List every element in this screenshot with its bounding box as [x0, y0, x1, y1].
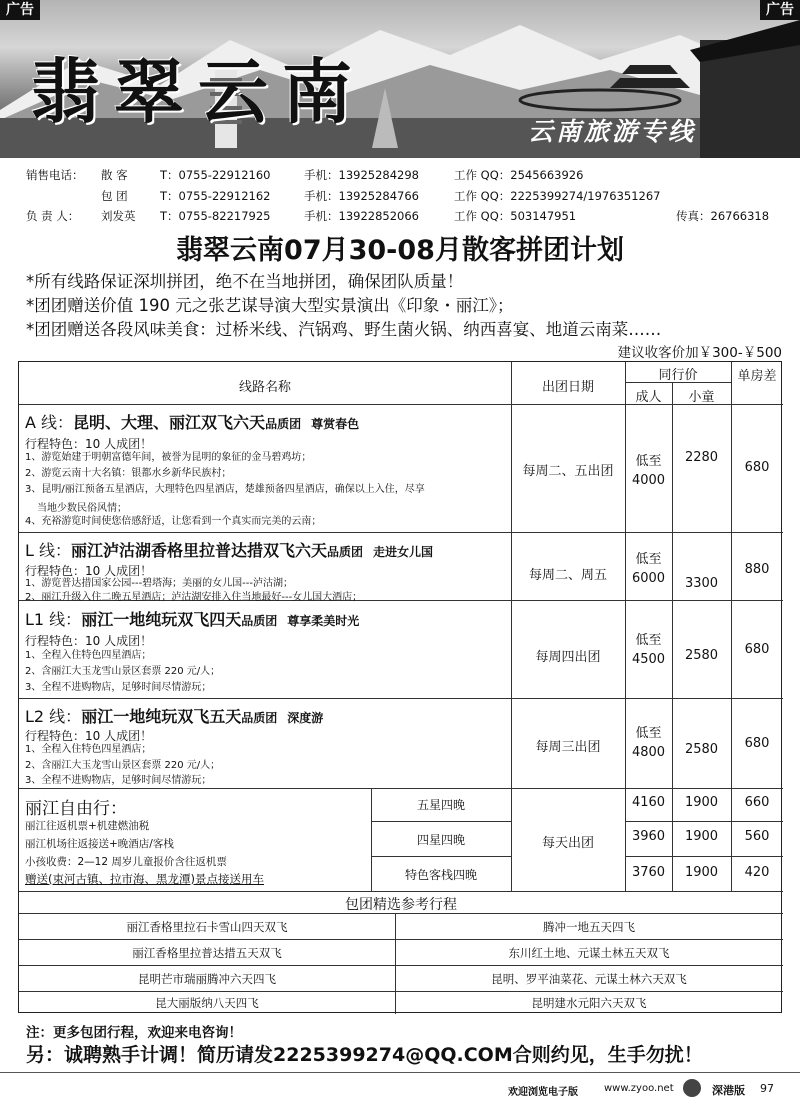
free-option-name: 五星四晚 [416, 798, 465, 812]
contact-mobile: 手机：13925284766 [304, 189, 419, 203]
package-item: 腾冲一地五天四飞 [543, 920, 635, 934]
free-travel-title: 丽江自由行： [25, 799, 127, 819]
route-l-date: 每周二、周五 [528, 568, 607, 583]
route-a-single: 680 [744, 460, 770, 475]
contact-mobile: 手机：13925284298 [304, 168, 419, 182]
contact-qq: 工作 QQ：2225399274/1976351267 [454, 189, 661, 203]
route-a-line: 当地少数民俗风情； [37, 503, 127, 514]
free-single: 560 [744, 829, 770, 844]
route-l1-date: 每周四出团 [535, 650, 601, 665]
bullet-2: *团团赠送价值 190 元之张艺谋导演大型实景演出《印象・丽江》； [26, 296, 514, 315]
footer-browse: 欢迎浏览电子版 [508, 1087, 578, 1098]
header-adult: 成人 [635, 390, 662, 405]
contact-tel: T：0755-82217925 [160, 209, 271, 223]
header-child: 小童 [688, 390, 715, 405]
header-route: 线路名称 [238, 380, 291, 395]
route-l2-feature: 行程特色：10 人成团！ [25, 729, 153, 743]
route-l2-date: 每周三出团 [535, 740, 601, 755]
route-a-line: 4、充裕游览时间使您倍感舒适，让您看到一个真实而完美的云南； [25, 516, 322, 527]
package-item: 昆明建水元阳六天双飞 [531, 996, 647, 1010]
package-item: 昆大丽版纳八天四飞 [155, 996, 259, 1010]
ad-label-right: 广告 [760, 0, 800, 20]
route-l-single: 880 [744, 562, 770, 577]
page-number: 97 [760, 1082, 774, 1095]
route-l2-child: 2580 [684, 742, 719, 757]
free-child: 1900 [684, 795, 719, 810]
route-a-feature: 行程特色：10 人成团！ [25, 437, 153, 451]
packages-title: 包团精选参考行程 [345, 897, 457, 913]
route-l1-line: 3、全程不进购物店，足够时间尽情游玩； [25, 682, 212, 693]
footer [0, 1072, 800, 1101]
route-l2-adult: 低至 4800 [631, 726, 666, 760]
route-l-feature: 行程特色：10 人成团！ [25, 564, 153, 578]
route-l2-line: 2、含丽江大玉龙雪山景区套票 220 元/人； [25, 760, 221, 771]
note-hiring: 另：诚聘熟手计调！简历请发2225399274@QQ.COM合则约见，生手勿扰！ [26, 1044, 703, 1066]
package-item: 东川红土地、元谋土林五天双飞 [508, 946, 670, 960]
contact-type: 刘发英 [101, 209, 136, 223]
contact-qq: 工作 QQ：2545663926 [454, 168, 584, 182]
free-single: 660 [744, 795, 770, 810]
bullet-3: *团团赠送各段风味美食：过桥米线、汽锅鸡、野生菌火锅、纳西喜宴、地道云南菜…… [26, 320, 662, 339]
free-option-name: 四星四晚 [416, 833, 465, 847]
header-single: 单房差 [737, 369, 777, 384]
route-l-line: 2、丽江升级入住二晚五星酒店；泸沽湖安排入住当地最好---女儿国大酒店； [25, 592, 363, 603]
page-headline: 翡翠云南07月30-08月散客拼团计划 [176, 235, 624, 266]
banner-subtitle: 云南旅游专线 [528, 117, 697, 146]
bullet-1: *所有线路保证深圳拼团，绝不在当地拼团，确保团队质量！ [26, 272, 464, 291]
route-l-adult: 低至 6000 [631, 552, 666, 586]
route-l-line: 1、游览普达措国家公园---碧塔海；美丽的女儿国---泸沽湖； [25, 578, 294, 589]
header-date: 出团日期 [541, 380, 594, 395]
sales-label: 销售电话： [26, 168, 84, 182]
free-travel-line: 赠送(束河古镇、拉市海、黑龙潭)景点接送用车 [25, 872, 264, 886]
footer-url[interactable]: www.zyoo.net [604, 1083, 674, 1094]
price-note: 建议收客价加￥300-￥500 [617, 345, 782, 361]
contact-tel: T：0755-22912162 [160, 189, 271, 203]
free-option-name: 特色客栈四晚 [404, 868, 477, 882]
contact-type: 包 团 [101, 189, 128, 203]
header-peer-price: 同行价 [658, 368, 698, 383]
free-travel-line: 小孩收费：2—12 周岁儿童报价含往返机票 [25, 856, 227, 868]
contact-qq: 工作 QQ：503147951 [454, 209, 577, 223]
contact-tel: T：0755-22912160 [160, 168, 271, 182]
free-travel-line: 丽江机场往返接送+晚酒店/客栈 [25, 838, 174, 850]
free-adult: 3760 [631, 865, 666, 880]
contact-mobile: 手机：13922852066 [304, 209, 419, 223]
route-a-date: 每周二、五出团 [522, 464, 614, 479]
route-l-title: L 线：丽江泸沽湖香格里拉普达措双飞六天品质团 走进女儿国 [25, 541, 434, 560]
route-a-adult: 低至 4000 [631, 454, 666, 488]
route-l-child: 3300 [684, 576, 719, 591]
route-l1-adult: 低至 4500 [631, 633, 666, 667]
magazine-logo-icon [683, 1079, 701, 1097]
route-l1-title: L1 线：丽江一地纯玩双飞四天品质团 尊享柔美时光 [25, 610, 360, 629]
route-l1-line: 1、全程入住特色四星酒店； [25, 650, 152, 661]
route-a-line: 1、游览始建于明朝富德年间，被誉为昆明的象征的金马碧鸡坊； [25, 452, 312, 463]
route-a-line: 2、游览云南十大名镇：银都水乡新华民族村； [25, 468, 232, 479]
route-l1-line: 2、含丽江大玉龙雪山景区套票 220 元/人； [25, 666, 221, 677]
package-item: 昆明芒市瑞丽腾冲六天四飞 [138, 972, 276, 986]
route-a-title: A 线：昆明、大理、丽江双飞六天品质团 尊赏春色 [25, 413, 360, 432]
route-l1-child: 2580 [684, 648, 719, 663]
package-item: 丽江香格里拉石卡雪山四天双飞 [126, 920, 288, 934]
package-item: 昆明、罗平油菜花、元谋土林六天双飞 [491, 972, 687, 986]
lead-label: 负 责 人： [26, 209, 80, 223]
contact-type: 散 客 [101, 168, 128, 182]
free-travel-line: 丽江往返机票+机建燃油税 [25, 820, 150, 832]
route-a-child: 2280 [684, 450, 719, 465]
banner-image [0, 0, 800, 158]
free-adult: 4160 [631, 795, 666, 810]
free-child: 1900 [684, 865, 719, 880]
banner-title: 翡翠云南 [30, 50, 366, 133]
route-l1-feature: 行程特色：10 人成团！ [25, 634, 153, 648]
footer-edition: 深港版 [712, 1084, 745, 1097]
free-adult: 3960 [631, 829, 666, 844]
route-l1-single: 680 [744, 642, 770, 657]
route-l2-line: 1、全程入住特色四星酒店； [25, 744, 152, 755]
note-more-tours: 注：更多包团行程，欢迎来电咨询！ [26, 1025, 242, 1041]
free-child: 1900 [684, 829, 719, 844]
ad-label-left: 广告 [0, 0, 40, 20]
itinerary-table [18, 361, 782, 1013]
route-l2-single: 680 [744, 736, 770, 751]
route-l2-line: 3、全程不进购物店，足够时间尽情游玩； [25, 775, 212, 786]
route-a-line: 3、昆明/丽江预备五星酒店，大理特色四星酒店，楚雄预备四星酒店，确保以上入住，尽享 [25, 484, 425, 495]
package-item: 丽江香格里拉普达措五天双飞 [132, 946, 282, 960]
contact-fax: 传真：26766318 [676, 209, 770, 223]
free-single: 420 [744, 865, 770, 880]
free-date: 每天出团 [541, 836, 594, 851]
route-l2-title: L2 线：丽江一地纯玩双飞五天品质团 深度游 [25, 707, 324, 726]
